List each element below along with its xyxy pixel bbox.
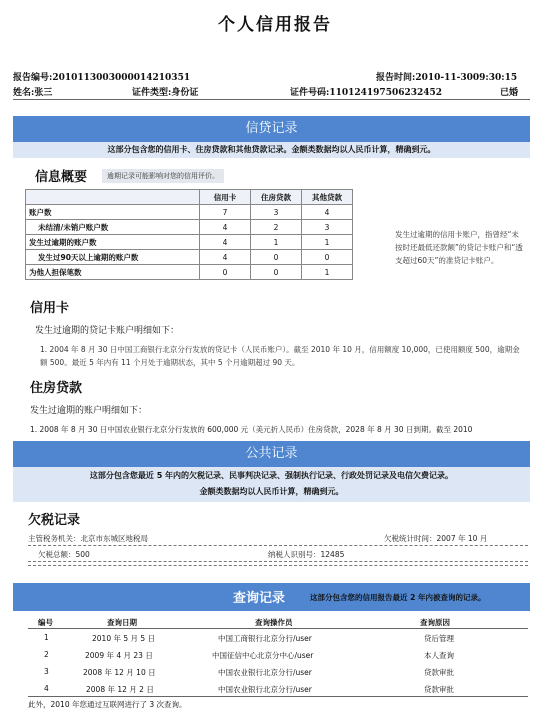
credit-card-detail: 1. 2004 年 8 月 30 日中国工商银行北京分行发放的贷记卡（人民币账户）。截至 2010 年 10 月，信用额度 10,000，已使用额度 500，逾期金额 500。最近 5 年内有 11 个月处于逾期状态，其中 5 个月逾期超过 90 天。 bbox=[40, 345, 520, 367]
id-number: 证件号码:110124197506232452 bbox=[290, 88, 443, 98]
divider bbox=[28, 545, 528, 546]
overview-tip: 逾期记录可能影响对您的信用评价。 bbox=[102, 169, 224, 183]
tax-stat-time: 欠税统计时间：2007 年 10 月 bbox=[384, 534, 488, 543]
credit-card-subtitle: 发生过逾期的贷记卡账户明细如下： bbox=[35, 326, 180, 336]
housing-loan-detail: 1. 2008 年 8 月 30 日中国农业银行北京分行发放的 600,000 元（美元折人民币）住房贷款，2028 年 8 月 30 日到期。截至 2010 bbox=[30, 425, 473, 434]
report-number: 报告编号:2010113003000014210351 bbox=[13, 73, 191, 83]
query-col-number: 编号 bbox=[38, 618, 53, 627]
report-title: 个人信用报告 bbox=[218, 15, 332, 35]
query-col-date: 查询日期 bbox=[107, 618, 137, 627]
tax-title: 欠税记录 bbox=[28, 513, 81, 528]
person-name: 姓名:张三 bbox=[13, 88, 53, 98]
taxpayer-id: 纳税人识别号：12485 bbox=[268, 550, 345, 559]
table-row: 未结清/未销户账户数 4 2 3 bbox=[26, 220, 353, 235]
overview-side-note: 发生过逾期的信用卡账户，指曾经“未按时还最低还款额”的贷记卡账户和“透支超过60天”的准贷记卡账户。 bbox=[395, 230, 523, 265]
divider bbox=[28, 628, 528, 629]
query-col-operator: 查询操作员 bbox=[255, 618, 293, 627]
credit-card-title: 信用卡 bbox=[30, 301, 70, 316]
public-section-band: 公共记录 bbox=[13, 441, 530, 467]
divider bbox=[28, 561, 528, 562]
divider bbox=[28, 696, 528, 697]
table-row: 发生过逾期的账户数 4 1 1 bbox=[26, 235, 353, 250]
credit-section-band: 信贷记录 bbox=[13, 116, 530, 142]
public-section-subtitle: 这部分包含您最近 5 年内的欠税记录、民事判决记录、强制执行记录、行政处罚记录及电信欠费记录。 金额类数据均以人民币计算，精确到元。 bbox=[13, 467, 530, 502]
report-time: 报告时间:2010-11-3009:30:15 bbox=[376, 73, 518, 83]
divider bbox=[28, 565, 528, 566]
id-type: 证件类型:身份证 bbox=[132, 88, 199, 98]
table-row: 账户数 7 3 4 bbox=[26, 205, 353, 220]
table-header-row: 信用卡 住房贷款 其他贷款 bbox=[26, 190, 353, 205]
tax-total: 欠税总额：500 bbox=[38, 550, 90, 559]
tax-authority: 主管税务机关：北京市东城区地税局 bbox=[28, 534, 148, 543]
table-row: 发生过90天以上逾期的账户数 4 0 0 bbox=[26, 250, 353, 265]
query-footer: 此外，2010 年您通过互联网进行了 3 次查询。 bbox=[28, 700, 187, 709]
header-divider bbox=[13, 99, 530, 100]
query-col-reason: 查询原因 bbox=[420, 618, 450, 627]
table-row: 为他人担保笔数 0 0 1 bbox=[26, 265, 353, 280]
credit-section-subtitle: 这部分包含您的信用卡、住房贷款和其他贷款记录。金额类数据均以人民币计算，精确到元。 bbox=[13, 142, 530, 158]
overview-title: 信息概要 bbox=[35, 170, 88, 185]
query-section-title: 查询记录 bbox=[233, 591, 286, 606]
housing-loan-title: 住房贷款 bbox=[30, 381, 83, 396]
housing-loan-subtitle: 发生过逾期的账户明细如下： bbox=[30, 406, 148, 416]
query-section-band bbox=[13, 583, 530, 611]
query-section-subtitle: 这部分包含您的信用报告最近 2 年内被查询的记录。 bbox=[310, 593, 486, 602]
marital-status: 已婚 bbox=[500, 88, 519, 98]
overview-table bbox=[25, 189, 353, 280]
